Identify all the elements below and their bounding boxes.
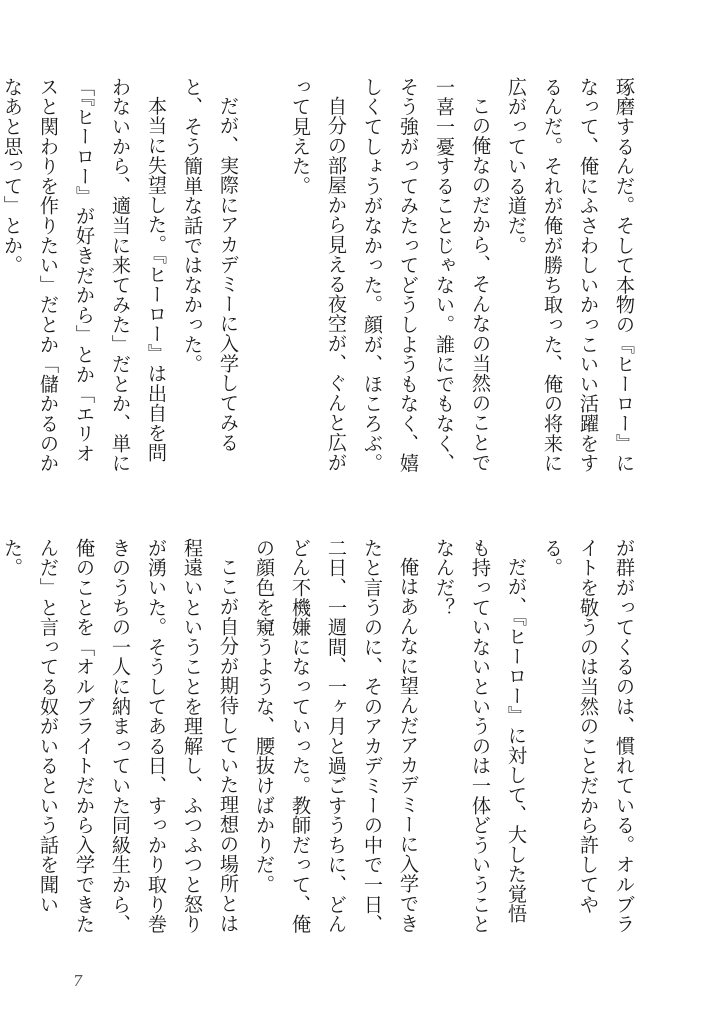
- top-text-block: [1, 77, 642, 482]
- blank-line: [246, 77, 282, 482]
- paragraph: この俺なのだから、そんなの当然のことで一喜一憂することじゃない。誰にでもなく、そう強がってみたってどうしようもなく、嬉しくてしょうがなかった。顔が、ほころぶ。: [361, 77, 492, 473]
- paragraph: 俺はあんなに望んだアカデミーに入学できたと言うのに、そのアカデミーの中で一日、二日、一週間、一ヶ月と過ごすうちに、どんどん不機嫌になっていった。教師だって、俺の顔色を窺うような、腰抜けばかりだ。: [253, 538, 420, 934]
- bottom-text-block: [1, 538, 642, 943]
- paragraph: だが、実際にアカデミーに入学してみると、そう簡単な話ではなかった。: [181, 77, 240, 453]
- paragraph: 自分の部屋から見える夜空が、ぐんと広がって見えた。: [289, 77, 348, 473]
- paragraph: ここが自分が期待していた理想の場所とは程遠いということを理解し、ふつふつと怒りが湧いた。そうしてある日、すっかり取り巻きのうちの一人に納まっていた同級生から、俺のことを「オルブライトだから入学できたんだ」と言ってる奴がいるという話を聞いた。: [1, 538, 240, 934]
- page-number: 7: [73, 972, 83, 990]
- paragraph: 琢磨するんだ。そして本物の『ヒーロー』になって、俺にふさわしいかっこいい活躍をするんだ。それが俺が勝ち取った、俺の将来に広がっている道だ。: [505, 77, 636, 473]
- paragraph: 本当に失望した。『ヒーロー』は出自を問わないから、適当に来てみた」だとか、単に「『ヒーロー』が好きだから」とか「エリオスと関わりを作りたい」だとか「儲かるのかなあと思って」とか。: [1, 77, 168, 473]
- paragraph: が群がってくるのは、慣れている。オルブライトを敬うのは当然のことだから許してやる。: [541, 538, 636, 934]
- paragraph: だが、『ヒーロー』に対して、大した覚悟も持っていないというのは一体どういうことなんだ？: [433, 538, 528, 934]
